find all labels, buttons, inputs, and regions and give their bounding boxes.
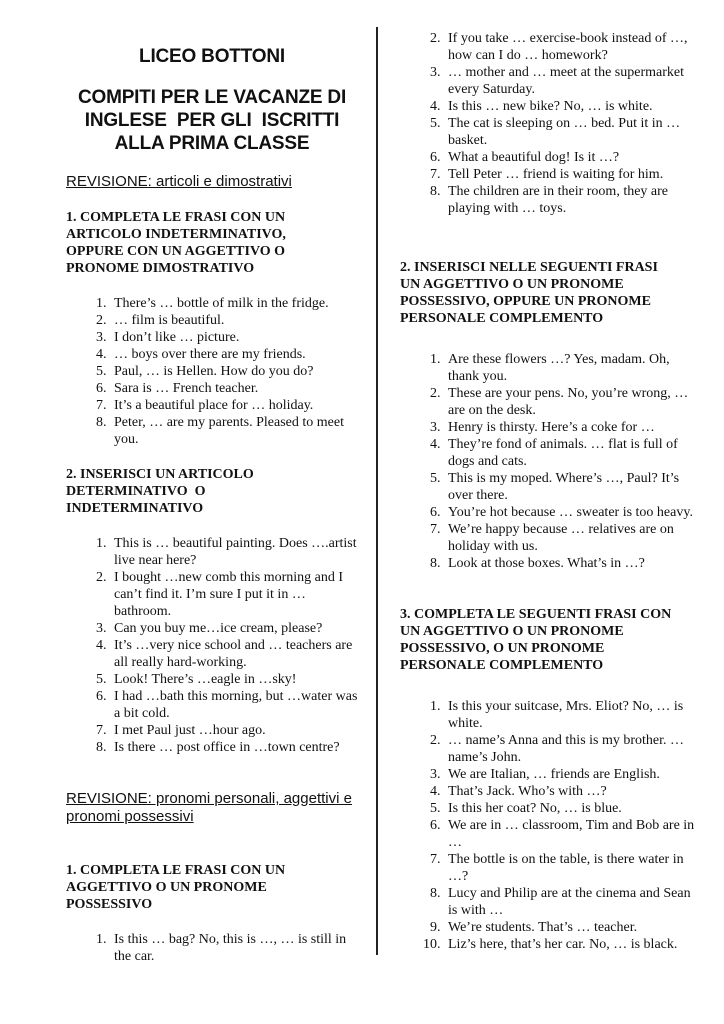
list-item: 4. They’re fond of animals. … flat is full of dogs and cats. (444, 436, 700, 470)
revision-heading-possessives: REVISIONE: pronomi personali, aggettivi e pronomi possessivi (66, 790, 352, 825)
exercise-list-continued (400, 30, 700, 217)
exercise-title-line: 2. INSERISCI UN ARTICOLO (66, 467, 254, 482)
school-name: LICEO BOTTONI (139, 46, 285, 67)
list-item: 2. … film is beautiful. (110, 312, 358, 329)
exercise-title-line: OPPURE CON UN AGGETTIVO O (66, 244, 286, 259)
list-item: 9. We’re students. That’s … teacher. (444, 919, 700, 936)
list-item: 2. If you take … exercise-book instead of …, how can I do … homework? (444, 30, 700, 64)
list-item: 6. I had …bath this morning, but …water was a bit cold. (110, 688, 358, 722)
list-item: 1. Are these flowers …? Yes, madam. Oh, thank you. (444, 351, 700, 385)
revision-heading-articles: REVISIONE: articoli e dimostrativi (66, 173, 292, 190)
list-item: 1. Is this your suitcase, Mrs. Eliot? No, … is white. (444, 698, 700, 732)
list-item: 8. Peter, … are my parents. Pleased to meet you. (110, 414, 358, 448)
list-item: 3. Henry is thirsty. Here’s a coke for … (444, 419, 700, 436)
list-item: 4. It’s …very nice school and … teachers are all really hard-working. (110, 637, 358, 671)
exercise-title (66, 862, 358, 913)
exercise-title-line: DETERMINATIVO O (66, 484, 206, 499)
list-item: 5. Paul, … is Hellen. How do you do? (110, 363, 358, 380)
exercise-title (400, 259, 700, 327)
list-item: 7. The bottle is on the table, is there water in …? (444, 851, 700, 885)
exercise-title-line: PERSONALE COMPLEMENTO (400, 311, 604, 326)
page-title-line: COMPITI PER LE VACANZE DI (77, 87, 347, 108)
exercise-title-line: UN AGGETTIVO O UN PRONOME (400, 277, 624, 292)
exercise-title-line: UN AGGETTIVO O UN PRONOME (400, 624, 624, 639)
list-item: 5. Look! There’s …eagle in …sky! (110, 671, 358, 688)
page-title-line: ALLA PRIMA CLASSE (114, 133, 310, 154)
exercise-title-line: POSSESSIVO, O UN PRONOME (400, 641, 605, 656)
list-item: 8. The children are in their room, they are playing with … toys. (444, 183, 700, 217)
list-item: 6. We are in … classroom, Tim and Bob are in … (444, 817, 700, 851)
list-item: 6. Sara is … French teacher. (110, 380, 358, 397)
list-item: 2. I bought …new comb this morning and I can’t find it. I’m sure I put it in …bathroom. (110, 569, 358, 620)
list-item: 7. Tell Peter … friend is waiting for him. (444, 166, 700, 183)
exercise-list (400, 698, 700, 953)
column-divider (376, 27, 378, 955)
exercise-title-line: 3. COMPLETA LE SEGUENTI FRASI CON (400, 607, 672, 622)
list-item: 5. The cat is sleeping on … bed. Put it in … basket. (444, 115, 700, 149)
list-item: 5. Is this her coat? No, … is blue. (444, 800, 700, 817)
list-item: 7. We’re happy because … relatives are on holiday with us. (444, 521, 700, 555)
exercise-title-line: PRONOME DIMOSTRATIVO (66, 261, 255, 276)
exercise-title-line: 2. INSERISCI NELLE SEGUENTI FRASI (400, 260, 658, 275)
list-item: 4. Is this … new bike? No, … is white. (444, 98, 700, 115)
exercise-title-line: ARTICOLO INDETERMINATIVO, (66, 227, 286, 242)
page-title-line: INGLESE PER GLI ISCRITTI (84, 110, 340, 131)
list-item: 1. This is … beautiful painting. Does ….artist live near here? (110, 535, 358, 569)
exercise-list (66, 535, 358, 756)
exercise-title-line: 1. COMPLETA LE FRASI CON UN (66, 863, 286, 878)
exercise-title-line: POSSESSIVO, OPPURE UN PRONOME (400, 294, 651, 309)
exercise-title-line: 1. COMPLETA LE FRASI CON UN (66, 210, 286, 225)
list-item: 1. Is this … bag? No, this is …, … is still in the car. (110, 931, 358, 965)
list-item: 1. There’s … bottle of milk in the fridge. (110, 295, 358, 312)
exercise-title (66, 466, 358, 517)
page-title (66, 86, 358, 155)
list-item: 8. Lucy and Philip are at the cinema and Sean is with … (444, 885, 700, 919)
list-item: 3. Can you buy me…ice cream, please? (110, 620, 358, 637)
exercise-list (66, 931, 358, 965)
exercise-title (400, 606, 700, 674)
exercise-title-line: INDETERMINATIVO (66, 501, 204, 516)
list-item: 8. Is there … post office in …town centre? (110, 739, 358, 756)
list-item: 6. You’re hot because … sweater is too heavy. (444, 504, 700, 521)
exercise-list (400, 351, 700, 572)
exercise-title (66, 209, 358, 277)
list-item: 3. … mother and … meet at the supermarket every Saturday. (444, 64, 700, 98)
list-item: 4. … boys over there are my friends. (110, 346, 358, 363)
list-item: 7. I met Paul just …hour ago. (110, 722, 358, 739)
list-item: 5. This is my moped. Where’s …, Paul? It’s over there. (444, 470, 700, 504)
list-item: 7. It’s a beautiful place for … holiday. (110, 397, 358, 414)
list-item: 3. I don’t like … picture. (110, 329, 358, 346)
list-item: 2. These are your pens. No, you’re wrong, … are on the desk. (444, 385, 700, 419)
left-column (66, 46, 358, 965)
list-item: 4. That’s Jack. Who’s with …? (444, 783, 700, 800)
list-item: 6. What a beautiful dog! Is it …? (444, 149, 700, 166)
right-column (400, 30, 700, 953)
exercise-title-line: AGGETTIVO O UN PRONOME (66, 880, 267, 895)
list-item: 2. … name’s Anna and this is my brother. … name’s John. (444, 732, 700, 766)
exercise-list (66, 295, 358, 448)
exercise-title-line: POSSESSIVO (66, 897, 153, 912)
list-item: 3. We are Italian, … friends are English. (444, 766, 700, 783)
list-item: 10. Liz’s here, that’s her car. No, … is black. (444, 936, 700, 953)
exercise-title-line: PERSONALE COMPLEMENTO (400, 658, 604, 673)
list-item: 8. Look at those boxes. What’s in …? (444, 555, 700, 572)
